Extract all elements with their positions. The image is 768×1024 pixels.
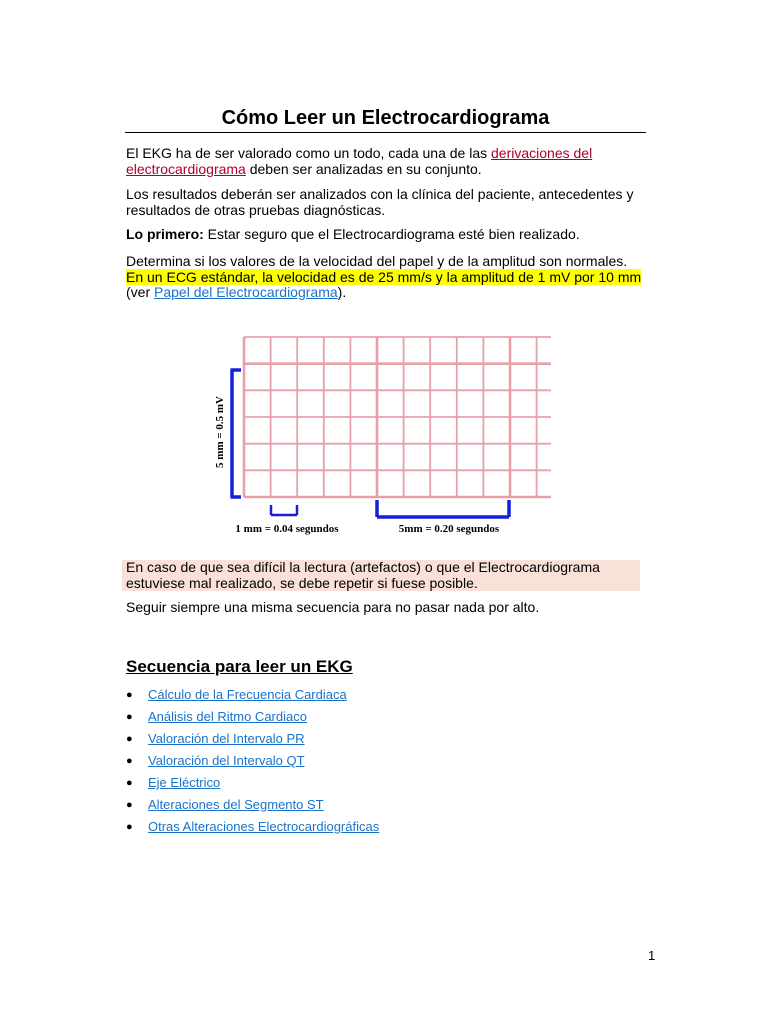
bullet-icon: ● <box>126 821 133 833</box>
small-square-label: 1 mm = 0.04 segundos <box>235 523 339 535</box>
intro-text-end: deben ser analizadas en su conjunto. <box>245 160 482 177</box>
first-step-paragraph <box>126 227 646 243</box>
bullet-icon: ● <box>126 733 133 745</box>
amplitude-label: 5 mm = 0.5 mV <box>214 396 226 468</box>
intervalo-pr-link[interactable]: Valoración del Intervalo PR <box>148 731 305 746</box>
list-item <box>126 818 379 840</box>
speed-paragraph <box>126 254 646 301</box>
standard-ecg-highlight: En un ECG estándar, la velocidad es de 25 mm/s y la amplitud de 1 mV por 10 mm <box>126 268 642 285</box>
list-item <box>126 730 379 752</box>
first-step-label: Lo primero: <box>126 226 204 242</box>
artifacts-paragraph: En caso de que sea difícil la lectura (artefactos) o que el Electrocardiograma estuviese mal realizado, se debe repetir si fuese posible. <box>126 559 600 591</box>
papel-link[interactable]: Papel del Electrocardiograma <box>154 284 338 300</box>
frecuencia-link[interactable]: Cálculo de la Frecuencia Cardiaca <box>148 687 347 702</box>
speed-text: Determina si los valores de la velocidad del papel y de la amplitud son normales. <box>126 253 628 269</box>
intro-paragraph <box>126 146 646 177</box>
results-paragraph: Los resultados deberán ser analizados con la clínica del paciente, antecedentes y resultados de otras pruebas diagnósticas. <box>126 186 634 218</box>
first-step-text: Estar seguro que el Electrocardiograma esté bien realizado. <box>203 226 580 242</box>
intervalo-qt-link[interactable]: Valoración del Intervalo QT <box>148 753 305 768</box>
page-number: 1 <box>648 948 656 963</box>
list-item <box>126 796 379 818</box>
bullet-icon: ● <box>126 711 133 723</box>
bullet-icon: ● <box>126 799 133 811</box>
list-item <box>126 774 379 796</box>
list-item <box>126 686 379 708</box>
intro-text: El EKG ha de ser valorado como un todo, cada una de las <box>126 145 492 161</box>
sequence-paragraph: Seguir siempre una misma secuencia para no pasar nada por alto. <box>126 599 540 615</box>
derivaciones-link[interactable]: derivaciones del electrocardiograma <box>126 145 593 177</box>
ecg-paper-figure <box>211 335 551 537</box>
list-item <box>126 708 379 730</box>
bullet-icon: ● <box>126 689 133 701</box>
bullet-icon: ● <box>126 777 133 789</box>
otras-alteraciones-link[interactable]: Otras Alteraciones Electrocardiográficas <box>148 819 380 834</box>
figure-background <box>211 335 551 537</box>
segmento-st-link[interactable]: Alteraciones del Segmento ST <box>148 797 324 812</box>
see-text: (ver <box>126 284 154 300</box>
closing-paren: ). <box>337 284 347 300</box>
big-square-label: 5mm = 0.20 segundos <box>398 523 500 535</box>
bullet-icon: ● <box>126 755 133 767</box>
sequence-list <box>126 686 379 840</box>
ritmo-link[interactable]: Análisis del Ritmo Cardiaco <box>148 709 307 724</box>
eje-electrico-link[interactable]: Eje Eléctrico <box>148 775 221 790</box>
list-item <box>126 752 379 774</box>
page-title: Cómo Leer un Electrocardiograma <box>125 107 646 133</box>
section-title: Secuencia para leer un EKG <box>126 657 353 676</box>
